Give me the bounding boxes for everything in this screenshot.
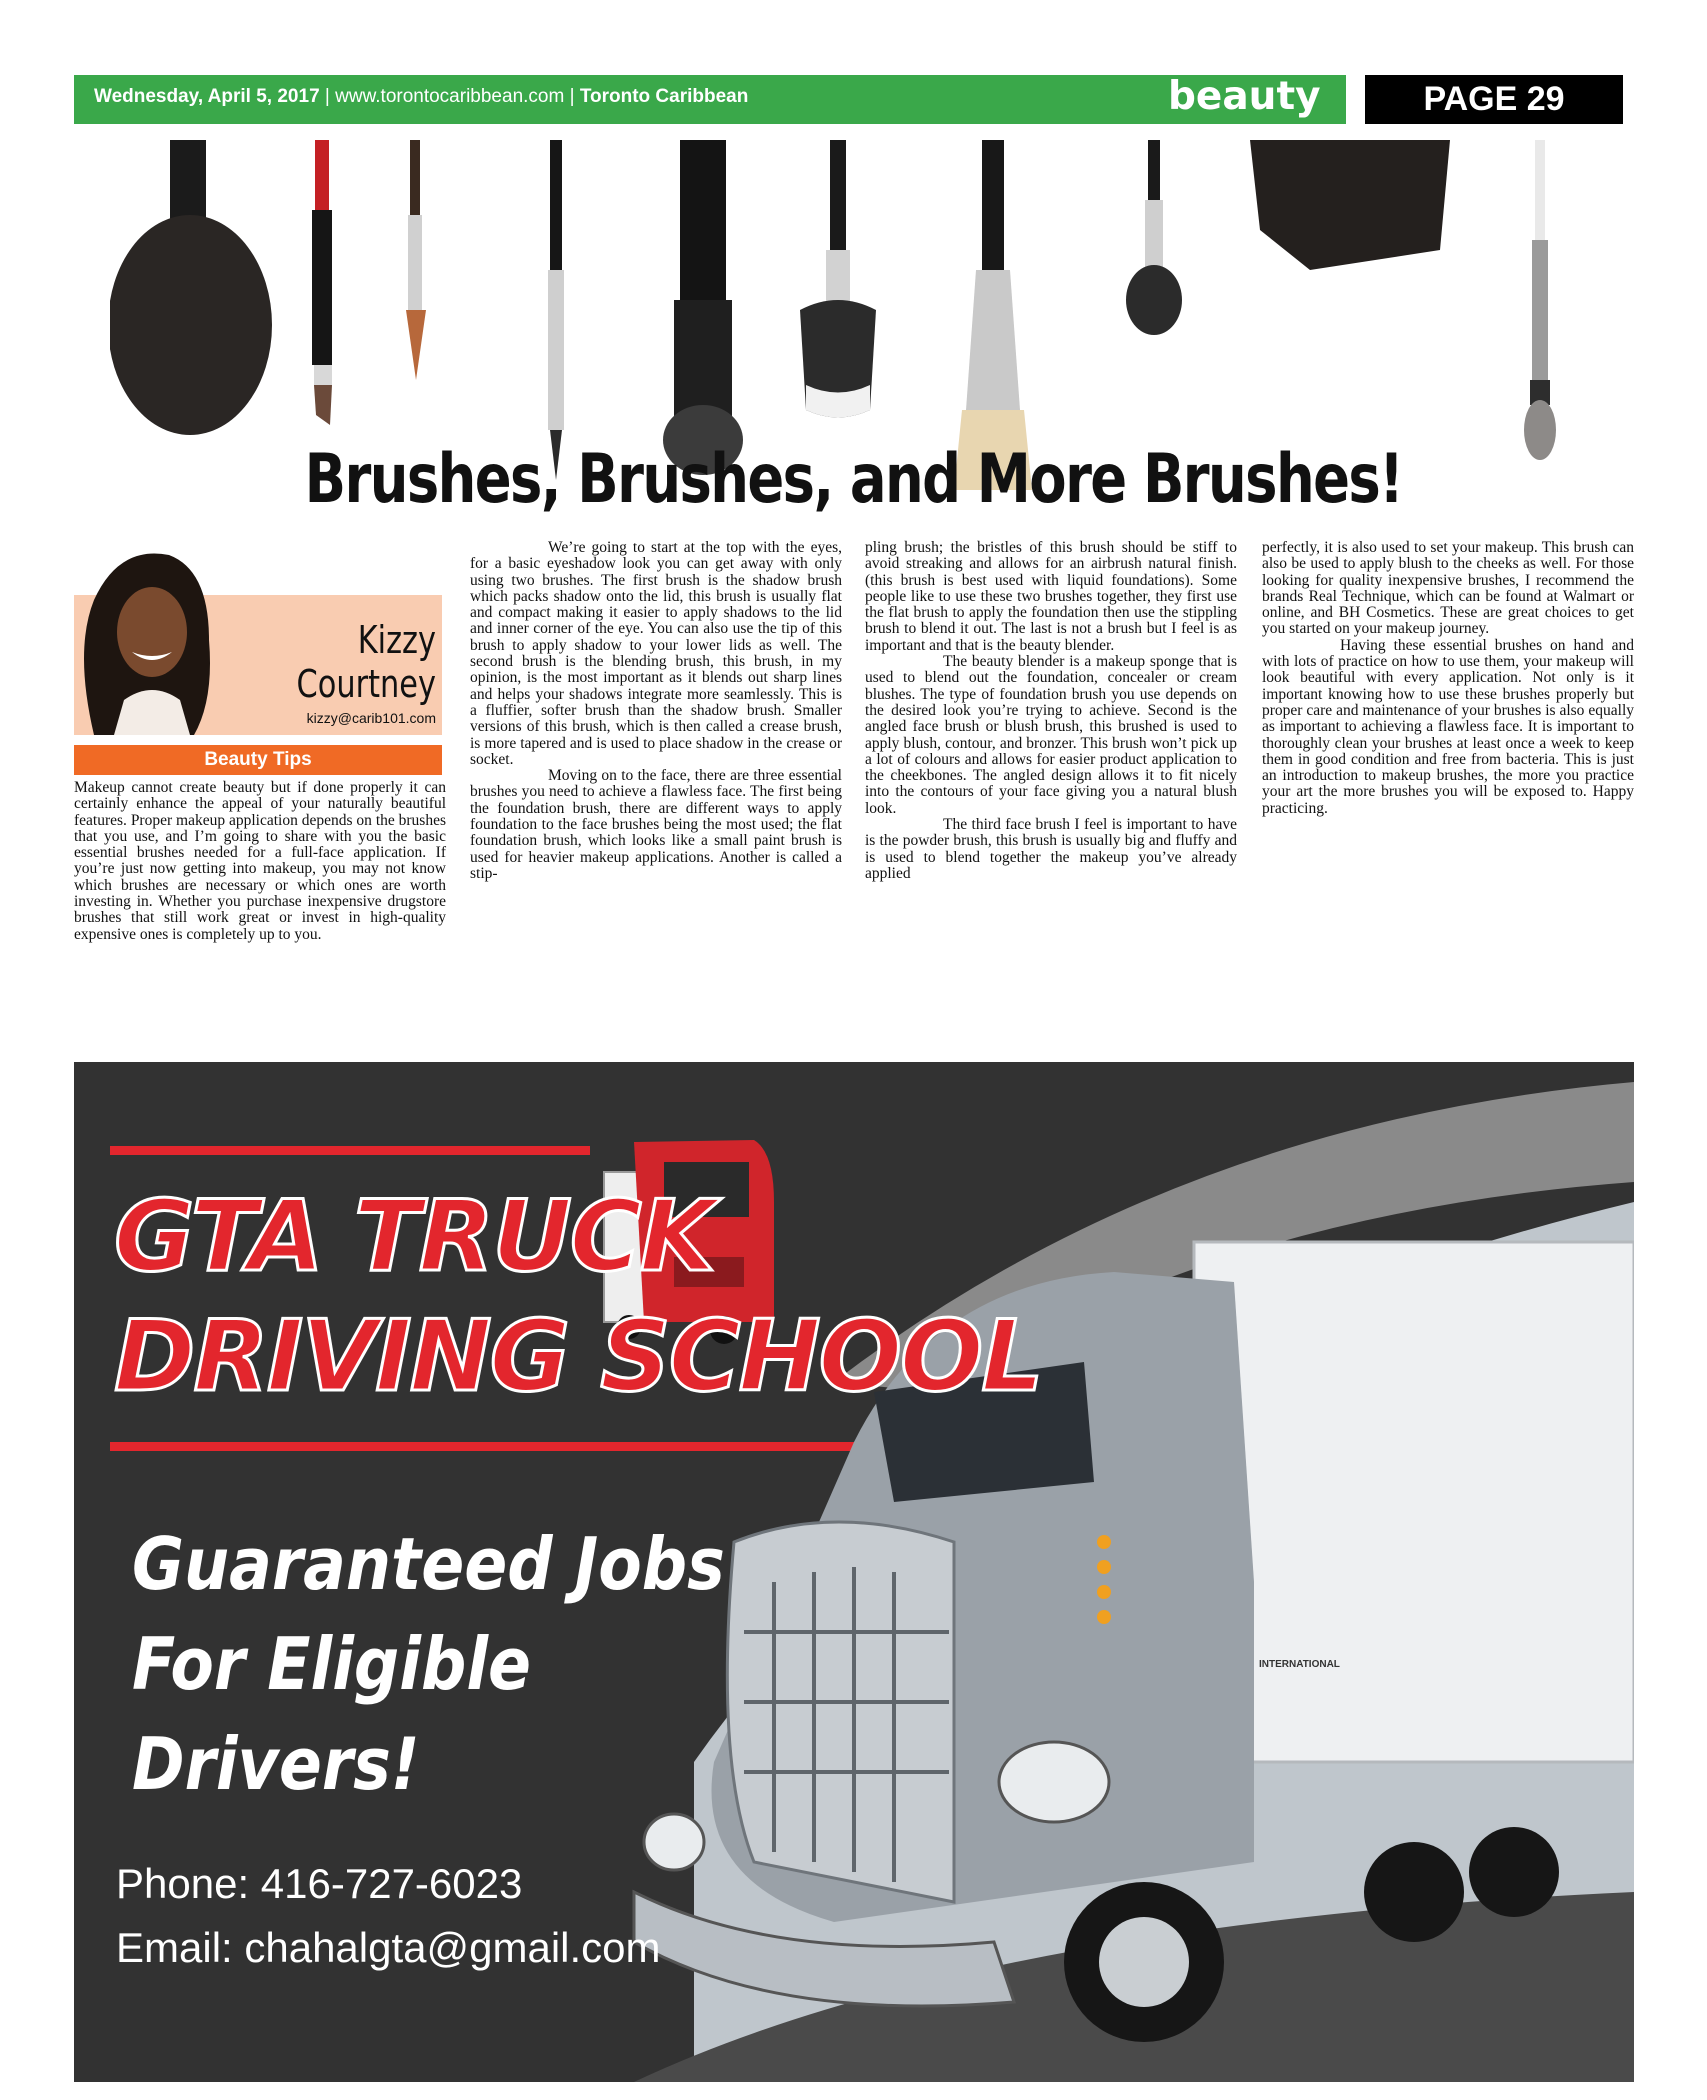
article-column-4 (1262, 540, 1634, 817)
ad-email: Email: chahalgta@gmail.com (116, 1924, 661, 1971)
ad-tagline-line-2: For Eligible (132, 1622, 532, 1706)
header-website: www.torontocaribbean.com (335, 86, 565, 107)
header-date: Wednesday, April 5, 2017 (94, 86, 320, 107)
page-number: PAGE 29 (1365, 75, 1623, 124)
paragraph: The third face brush I feel is important to have is the powder brush, this brush is usually big and fluffy and is used to blend together the makeup you’ve already applied (865, 816, 1237, 882)
ad-tagline-line-1: Guaranteed Jobs (132, 1522, 725, 1606)
header-dateline (94, 86, 748, 108)
header-separator: | (569, 86, 575, 107)
article-headline: Brushes, Brushes, and More Brushes! (304, 440, 1403, 519)
paragraph: The beauty blender is a makeup sponge that is used to blend out the foundation, concealer or cream blushes. The type of foundation brush you use depends on the desired look you’re trying to achieve. Second is the angled face brush or blush brush, this brushed is used to apply blush, contour, and bronzer. This brush won’t pick up a lot of colours and allows for easier product application to the cheekbones. The angled design allows it to fit nicely into the contours of your face giving you a natural blush look. (865, 653, 1237, 817)
truck-school-advertisement (74, 1062, 1634, 2082)
article-column-3 (865, 540, 1237, 882)
makeup-brushes-image (110, 140, 1610, 490)
article-column-2 (470, 540, 842, 882)
truck-badge: INTERNATIONAL (1259, 1659, 1340, 1670)
header-separator: | (324, 86, 330, 107)
author-email: kizzy@carib101.com (306, 710, 436, 726)
ad-tagline-line-3: Drivers! (132, 1722, 420, 1806)
paragraph: pling brush; the bristles of this brush should be stiff to avoid streaking and allows for an airbrush natural finish. (this brush is best used with liquid foundations). Some people like to use these two brushes together, they first use the flat brush to apply the foundation then use the stippling brush to blend it out. The last is not a brush but I feel is as important and that is the beauty blender. (865, 539, 1237, 654)
paragraph: Makeup cannot create beauty but if done properly it can certainly enhance the appeal of your naturally beautiful features. Proper makeup application depends on the brushes that you use, and I’m going to share with you the basic essential brushes needed for a full-face application. If you’re just now getting into makeup, you may not know which brushes are necessary or which ones are worth investing in. Whether you purchase inexpensive drugstore brushes that still work great or invest in high-quality expensive ones is completely up to you. (74, 779, 446, 943)
paragraph: We’re going to start at the top with the eyes, for a basic eyeshadow look you can get away with only using two brushes. The first brush is the shadow brush which packs shadow onto the lid, this brush is usually flat and compact making it easier to apply shadows to the lid and inner corner of the eye. You can also use the tip of this brush to apply shadow to your lower lids as well. The second brush is the blending brush, this brush, in my opinion, is the most important as it blends out sharp lines and helps your shadows integrate more seamlessly. This is a fluffier, softer brush than the shadow brush. Smaller versions of this brush, which is then called a crease brush, is more tapered and is used to place shadow in the crease or socket. (470, 539, 842, 768)
section-title: beauty (1168, 74, 1321, 119)
paragraph: Having these essential brushes on hand and with lots of practice on how to use them, your makeup will look beautiful with every application. Not only is it important knowing how to use these brushes properly but proper care and maintenance of your brushes is also equally as important to achieving a flawless face. It is important to thoroughly clean your brushes at least once a week to keep them in good condition and free from bacteria. This is just an introduction to makeup brushes, the more you practice your art the more brushes you will be exposed to. Happy practicing. (1262, 636, 1634, 817)
ad-phone: Phone: 416-727-6023 (116, 1860, 523, 1907)
author-photo (74, 540, 214, 735)
ad-title-line-2: DRIVING SCHOOL (114, 1300, 1042, 1414)
author-last-name: Courtney (296, 662, 436, 706)
paragraph: Moving on to the face, there are three essential brushes you need to achieve a flawless face. The first being the foundation brush, there are different ways to apply foundation to the face brushes being the most used; the flat foundation brush, which looks like a small paint brush is used for heavier makeup applications. Another is called a stip- (470, 767, 842, 882)
ad-title-line-1: GTA TRUCK (114, 1180, 714, 1294)
author-first-name: Kizzy (357, 618, 436, 662)
article-column-1 (74, 780, 446, 943)
paragraph: perfectly, it is also used to set your makeup. This brush can also be used to apply blush to the cheeks as well. For those looking for quality inexpensive brushes, I recommend the brands Real Technique, which can be found at Walmart or online, and BH Cosmetics. These are great choices to get you started on your makeup journey. (1262, 539, 1634, 638)
column-label: Beauty Tips (74, 745, 442, 775)
header-publication: Toronto Caribbean (579, 86, 749, 107)
